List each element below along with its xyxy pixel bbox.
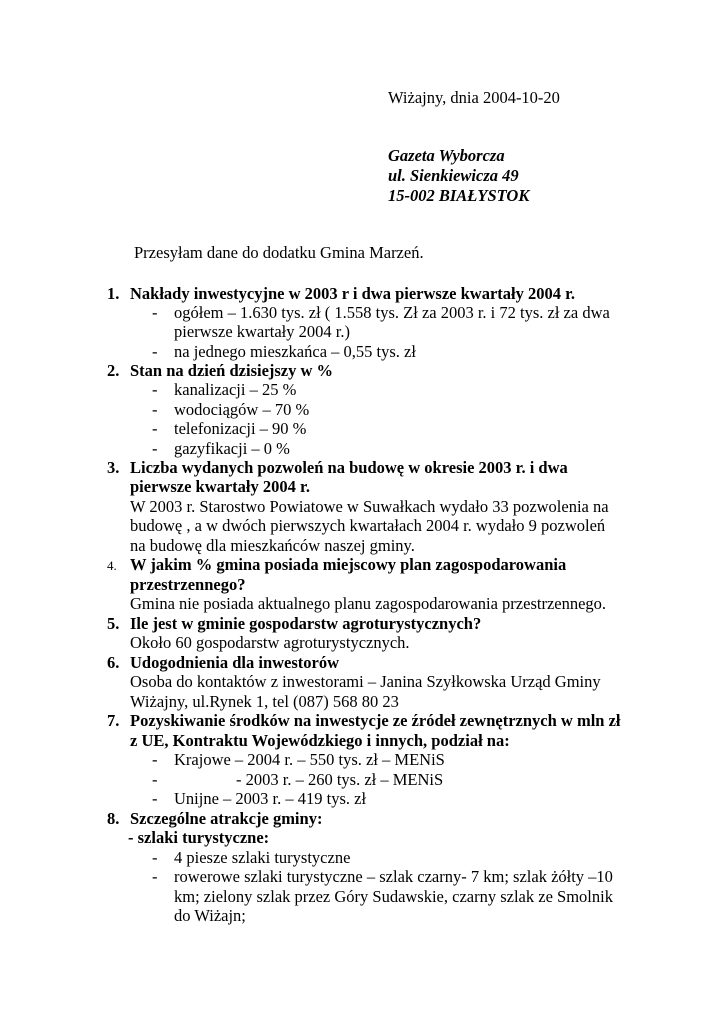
bullet-dash: - (152, 848, 158, 867)
bullet-text: Unijne – 2003 r. – 419 tys. zł (174, 789, 367, 808)
bullet-dash: - (152, 750, 158, 769)
bullet-text: rowerowe szlaki turystyczne – szlak czarny- 7 km; szlak żółty –10 (174, 867, 613, 886)
bullet-dash: - (152, 867, 158, 886)
section-subtitle: - szlaki turystyczne: (128, 828, 270, 847)
section-number: 2. (107, 361, 120, 380)
section-body: Wiżajny, ul.Rynek 1, tel (087) 568 80 23 (130, 692, 399, 711)
bullet-text: telefonizacji – 90 % (174, 419, 307, 438)
bullet-text: na jednego mieszkańca – 0,55 tys. zł (174, 342, 416, 361)
section-number: 1. (107, 284, 120, 303)
section-title: Szczególne atrakcje gminy: (130, 809, 323, 828)
section-body: na budowę dla mieszkańców naszej gminy. (130, 536, 415, 555)
section-number: 5. (107, 614, 120, 633)
section-body: W 2003 r. Starostwo Powiatowe w Suwałkach wydało 33 pozwolenia na (130, 497, 609, 516)
bullet-text: wodociągów – 70 % (174, 400, 310, 419)
bullet-dash: - (152, 789, 158, 808)
bullet-text: pierwsze kwartały 2004 r.) (174, 322, 350, 341)
bullet-text: 4 piesze szlaki turystyczne (174, 848, 351, 867)
section-number: 4. (107, 558, 117, 573)
place-date: Wiżajny, dnia 2004-10-20 (388, 88, 560, 107)
bullet-dash: - (152, 419, 158, 438)
section-title: z UE, Kontraktu Wojewódzkiego i innych, podział na: (130, 731, 510, 750)
section-title: pierwsze kwartały 2004 r. (130, 477, 310, 496)
bullet-text: - 2003 r. – 260 tys. zł – MENiS (236, 770, 444, 789)
section-title: Nakłady inwestycyjne w 2003 r i dwa pierwsze kwartały 2004 r. (130, 284, 576, 303)
bullet-text: km; zielony szlak przez Góry Sudawskie, czarny szlak ze Smolnik (174, 887, 613, 906)
section-number: 3. (107, 458, 120, 477)
section-title: Ile jest w gminie gospodarstw agroturystycznych? (130, 614, 482, 633)
section-title: Pozyskiwanie środków na inwestycje ze źródeł zewnętrznych w mln zł (130, 711, 621, 730)
bullet-text: do Wiżajn; (174, 906, 246, 925)
bullet-dash: - (152, 303, 158, 322)
section-number: 7. (107, 711, 120, 730)
intro-text: Przesyłam dane do dodatku Gmina Marzeń. (134, 243, 424, 262)
section-number: 6. (107, 653, 120, 672)
bullet-dash: - (152, 770, 158, 789)
recipient-city: 15-002 BIAŁYSTOK (388, 186, 530, 205)
section-title: Stan na dzień dzisiejszy w % (130, 361, 334, 380)
bullet-text: Krajowe – 2004 r. – 550 tys. zł – MENiS (174, 750, 445, 769)
section-body: Osoba do kontaktów z inwestorami – Janina Szyłkowska Urząd Gminy (130, 672, 601, 691)
bullet-dash: - (152, 400, 158, 419)
section-title: Udogodnienia dla inwestorów (130, 653, 340, 672)
recipient-street: ul. Sienkiewicza 49 (388, 166, 519, 185)
section-body: Około 60 gospodarstw agroturystycznych. (130, 633, 410, 652)
recipient-name: Gazeta Wyborcza (388, 146, 505, 165)
bullet-dash: - (152, 380, 158, 399)
bullet-text: gazyfikacji – 0 % (174, 439, 290, 458)
section-title: Liczba wydanych pozwoleń na budowę w okresie 2003 r. i dwa (130, 458, 568, 477)
section-body: budowę , a w dwóch pierwszych kwartałach 2004 r. wydało 9 pozwoleń (130, 516, 606, 535)
bullet-text: kanalizacji – 25 % (174, 380, 297, 399)
bullet-dash: - (152, 342, 158, 361)
bullet-text: ogółem – 1.630 tys. zł ( 1.558 tys. Zł za 2003 r. i 72 tys. zł za dwa (174, 303, 610, 322)
section-body: Gmina nie posiada aktualnego planu zagospodarowania przestrzennego. (130, 594, 607, 613)
section-title: przestrzennego? (130, 575, 246, 594)
section-number: 8. (107, 809, 120, 828)
bullet-dash: - (152, 439, 158, 458)
section-title: W jakim % gmina posiada miejscowy plan zagospodarowania (130, 555, 567, 574)
